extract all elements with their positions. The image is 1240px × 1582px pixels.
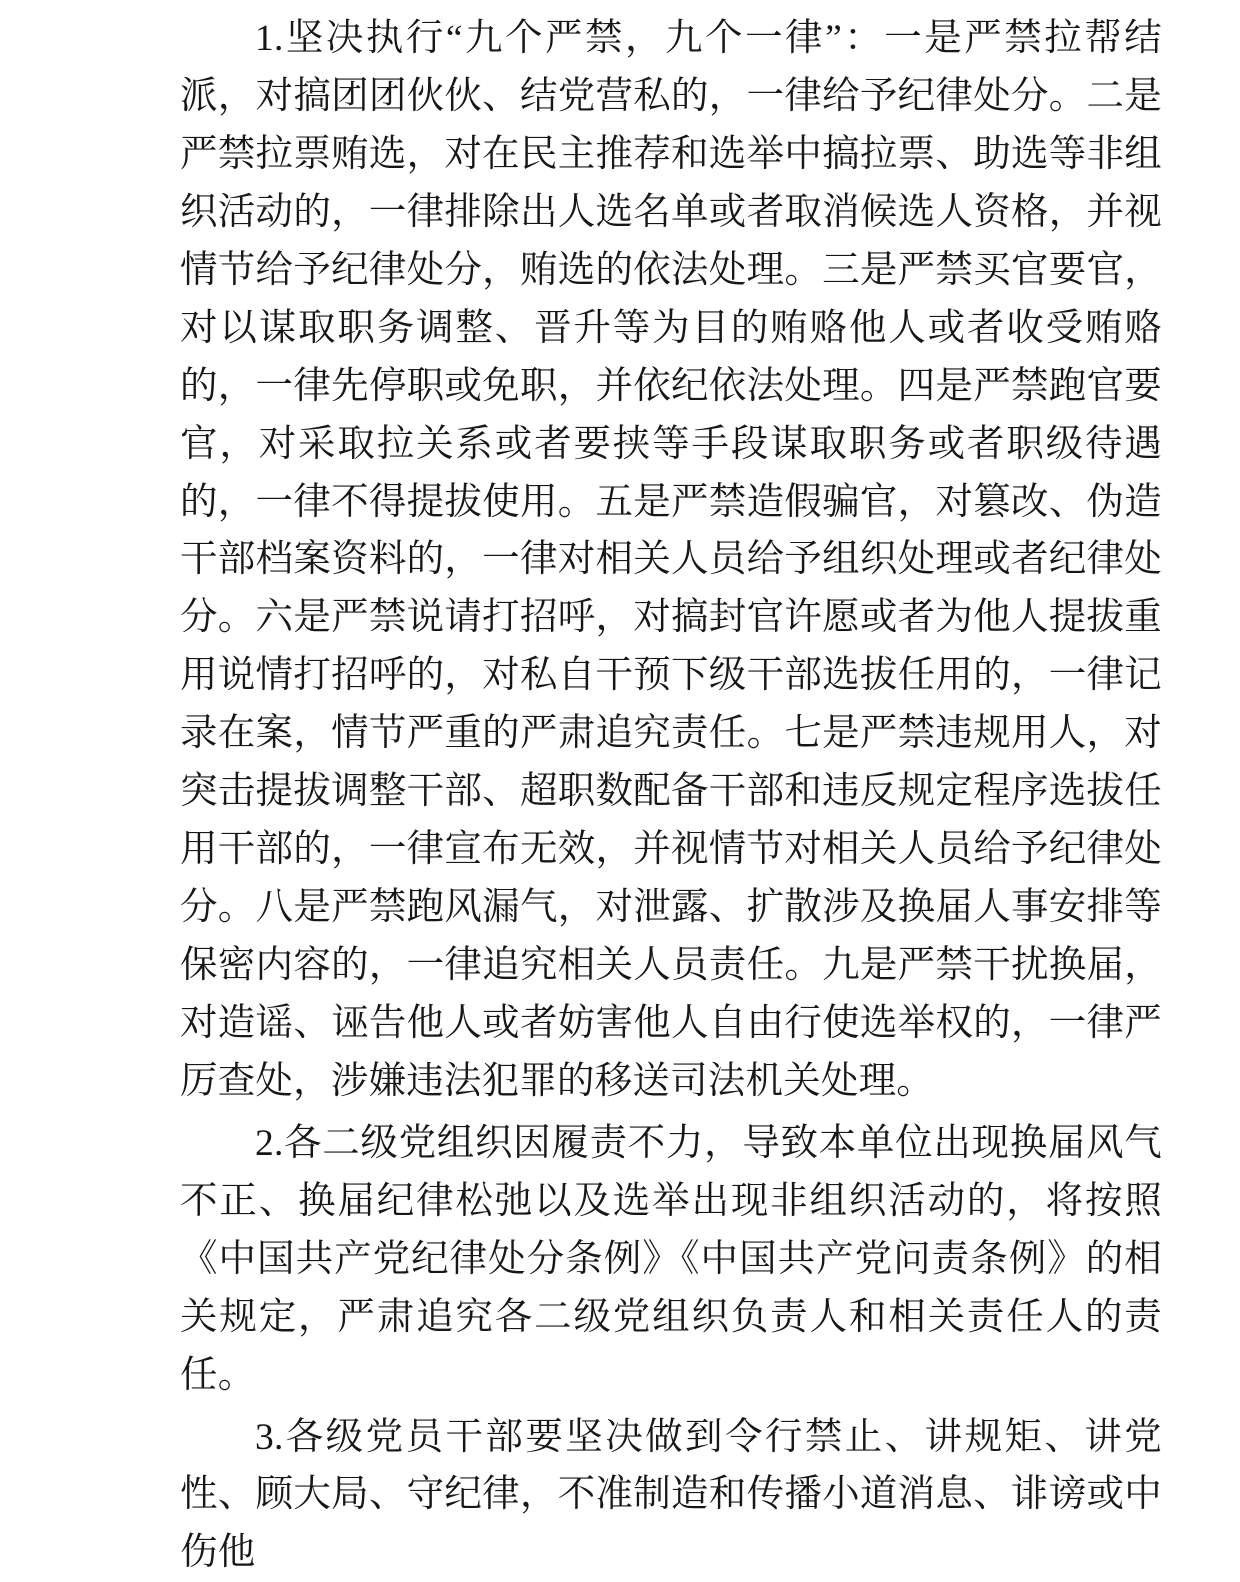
paragraph-2: 2.各二级党组织因履责不力，导致本单位出现换届风气不正、换届纪律松弛以及选举出现非组织活动的，将按照《中国共产党纪律处分条例》《中国共产党问责条例》的相关规定，严肃追究各二级党组织负责人和相关责任人的责任。 xyxy=(180,1115,1162,1405)
paragraph-1: 1.坚决执行“九个严禁，九个一律”：一是严禁拉帮结派，对搞团团伙伙、结党营私的，一律给予纪律处分。二是严禁拉票贿选，对在民主推荐和选举中搞拉票、助选等非组织活动的，一律排除出人选名单或者取消候选人资格，并视情节给予纪律处分，贿选的依法处理。三是严禁买官要官，对以谋取职务调整、晋升等为目的贿赂他人或者收受贿赂的，一律先停职或免职，并依纪依法处理。四是严禁跑官要官，对采取拉关系或者要挟等手段谋取职务或者职级待遇的，一律不得提拔使用。五是严禁造假骗官，对篡改、伪造干部档案资料的，一律对相关人员给予组织处理或者纪律处分。六是严禁说请打招呼，对搞封官许愿或者为他人提拔重用说情打招呼的，对私自干预下级干部选拔任用的，一律记录在案，情节严重的严肃追究责任。七是严禁违规用人，对突击提拔调整干部、超职数配备干部和违反规定程序选拔任用干部的，一律宣布无效，并视情节对相关人员给予纪律处分。八是严禁跑风漏气，对泄露、扩散涉及换届人事安排等保密内容的，一律追究相关人员责任。九是严禁干扰换届，对造谣、诬告他人或者妨害他人自由行使选举权的，一律严厉查处，涉嫌违法犯罪的移送司法机关处理。 xyxy=(180,10,1162,1111)
paragraph-3: 3.各级党员干部要坚决做到令行禁止、讲规矩、讲党性、顾大局、守纪律，不准制造和传播小道消息、诽谤或中伤他 xyxy=(180,1409,1162,1582)
document-body xyxy=(180,10,1162,1582)
